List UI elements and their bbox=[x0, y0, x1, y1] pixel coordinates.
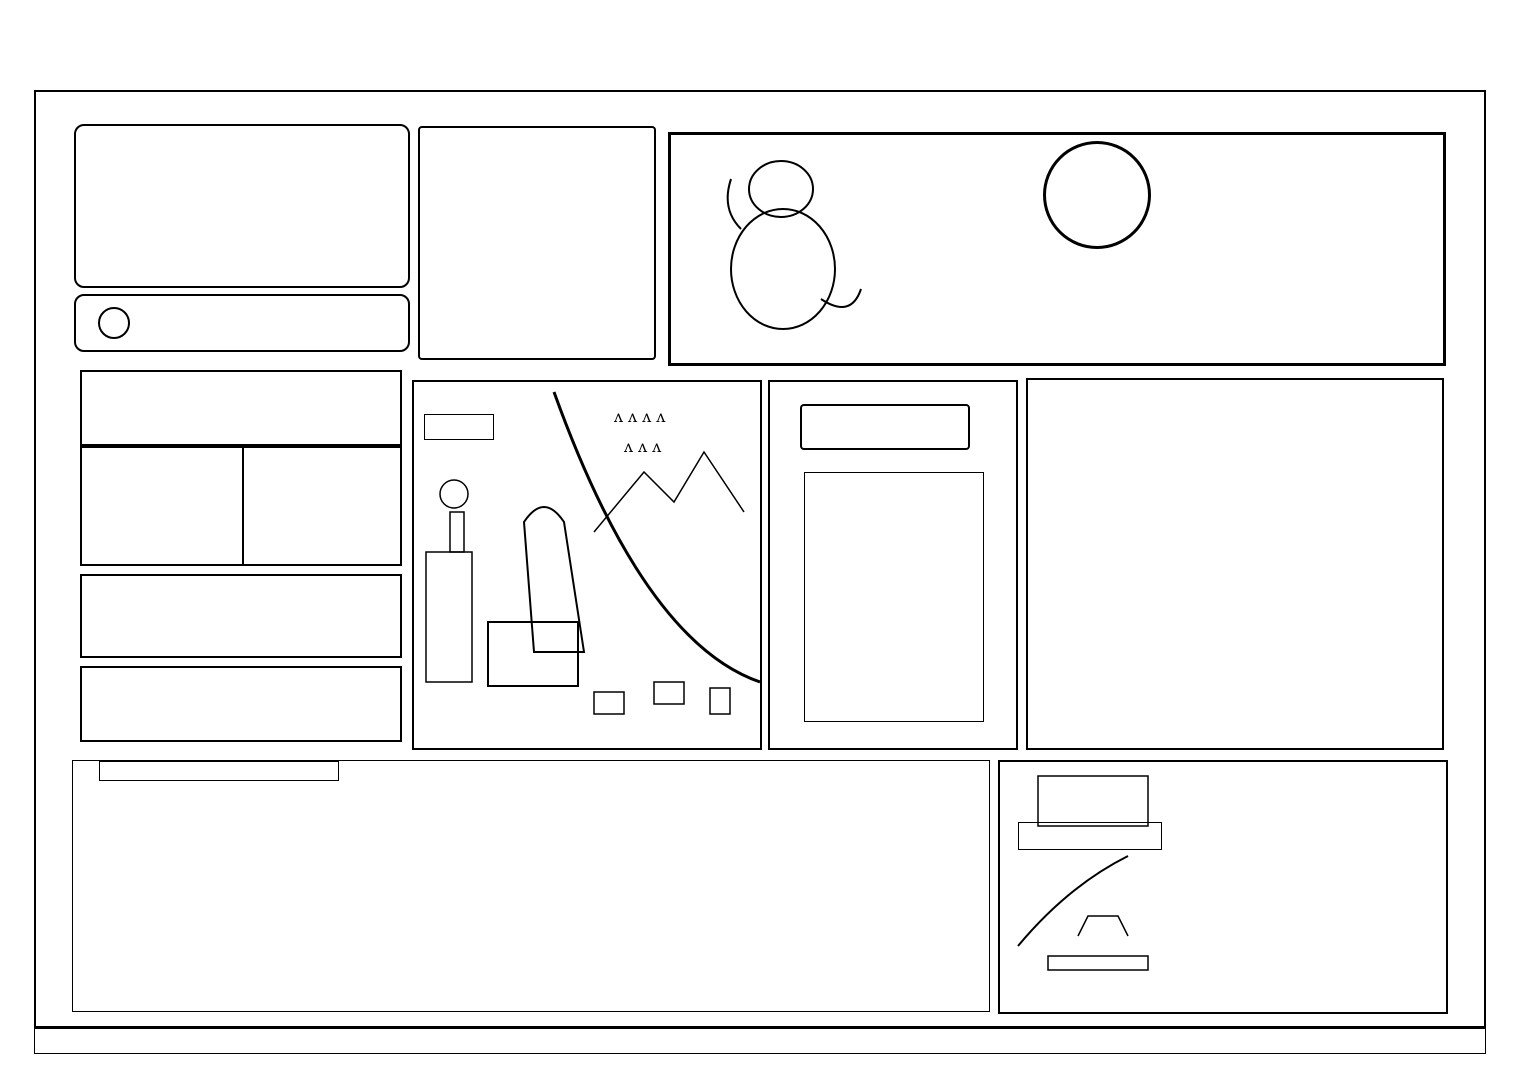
explain-illustration bbox=[1008, 766, 1168, 1006]
seal-stamp bbox=[1043, 141, 1151, 249]
special-ball bbox=[98, 307, 130, 339]
treasure-title bbox=[800, 404, 970, 450]
gourd-icon bbox=[721, 149, 871, 349]
banner-left bbox=[40, 120, 66, 1010]
banner-right bbox=[1455, 120, 1481, 1010]
scholar-illustration bbox=[414, 382, 760, 748]
today-heading-box bbox=[80, 370, 402, 446]
main-banner bbox=[668, 132, 1446, 366]
svg-text:ʌ ʌ ʌ ʌ: ʌ ʌ ʌ ʌ bbox=[614, 407, 666, 426]
today-balls-box bbox=[80, 574, 402, 658]
draw-balls-panel bbox=[74, 294, 410, 352]
gift-box bbox=[80, 666, 402, 742]
treasure-panel bbox=[768, 380, 1018, 750]
scroll bbox=[804, 472, 984, 722]
svg-text:ʌ ʌ ʌ: ʌ ʌ ʌ bbox=[624, 437, 662, 456]
today-right-box bbox=[242, 446, 402, 566]
banner-top bbox=[40, 94, 1450, 116]
analysis-panel bbox=[1026, 378, 1444, 750]
results-grid bbox=[72, 760, 990, 1012]
explain-panel bbox=[998, 760, 1448, 1014]
tips-panel bbox=[418, 126, 656, 360]
footer-bar bbox=[34, 1028, 1486, 1054]
today-left-box bbox=[80, 446, 244, 566]
picture-panel bbox=[412, 380, 762, 750]
hotcold-panel bbox=[74, 124, 410, 288]
